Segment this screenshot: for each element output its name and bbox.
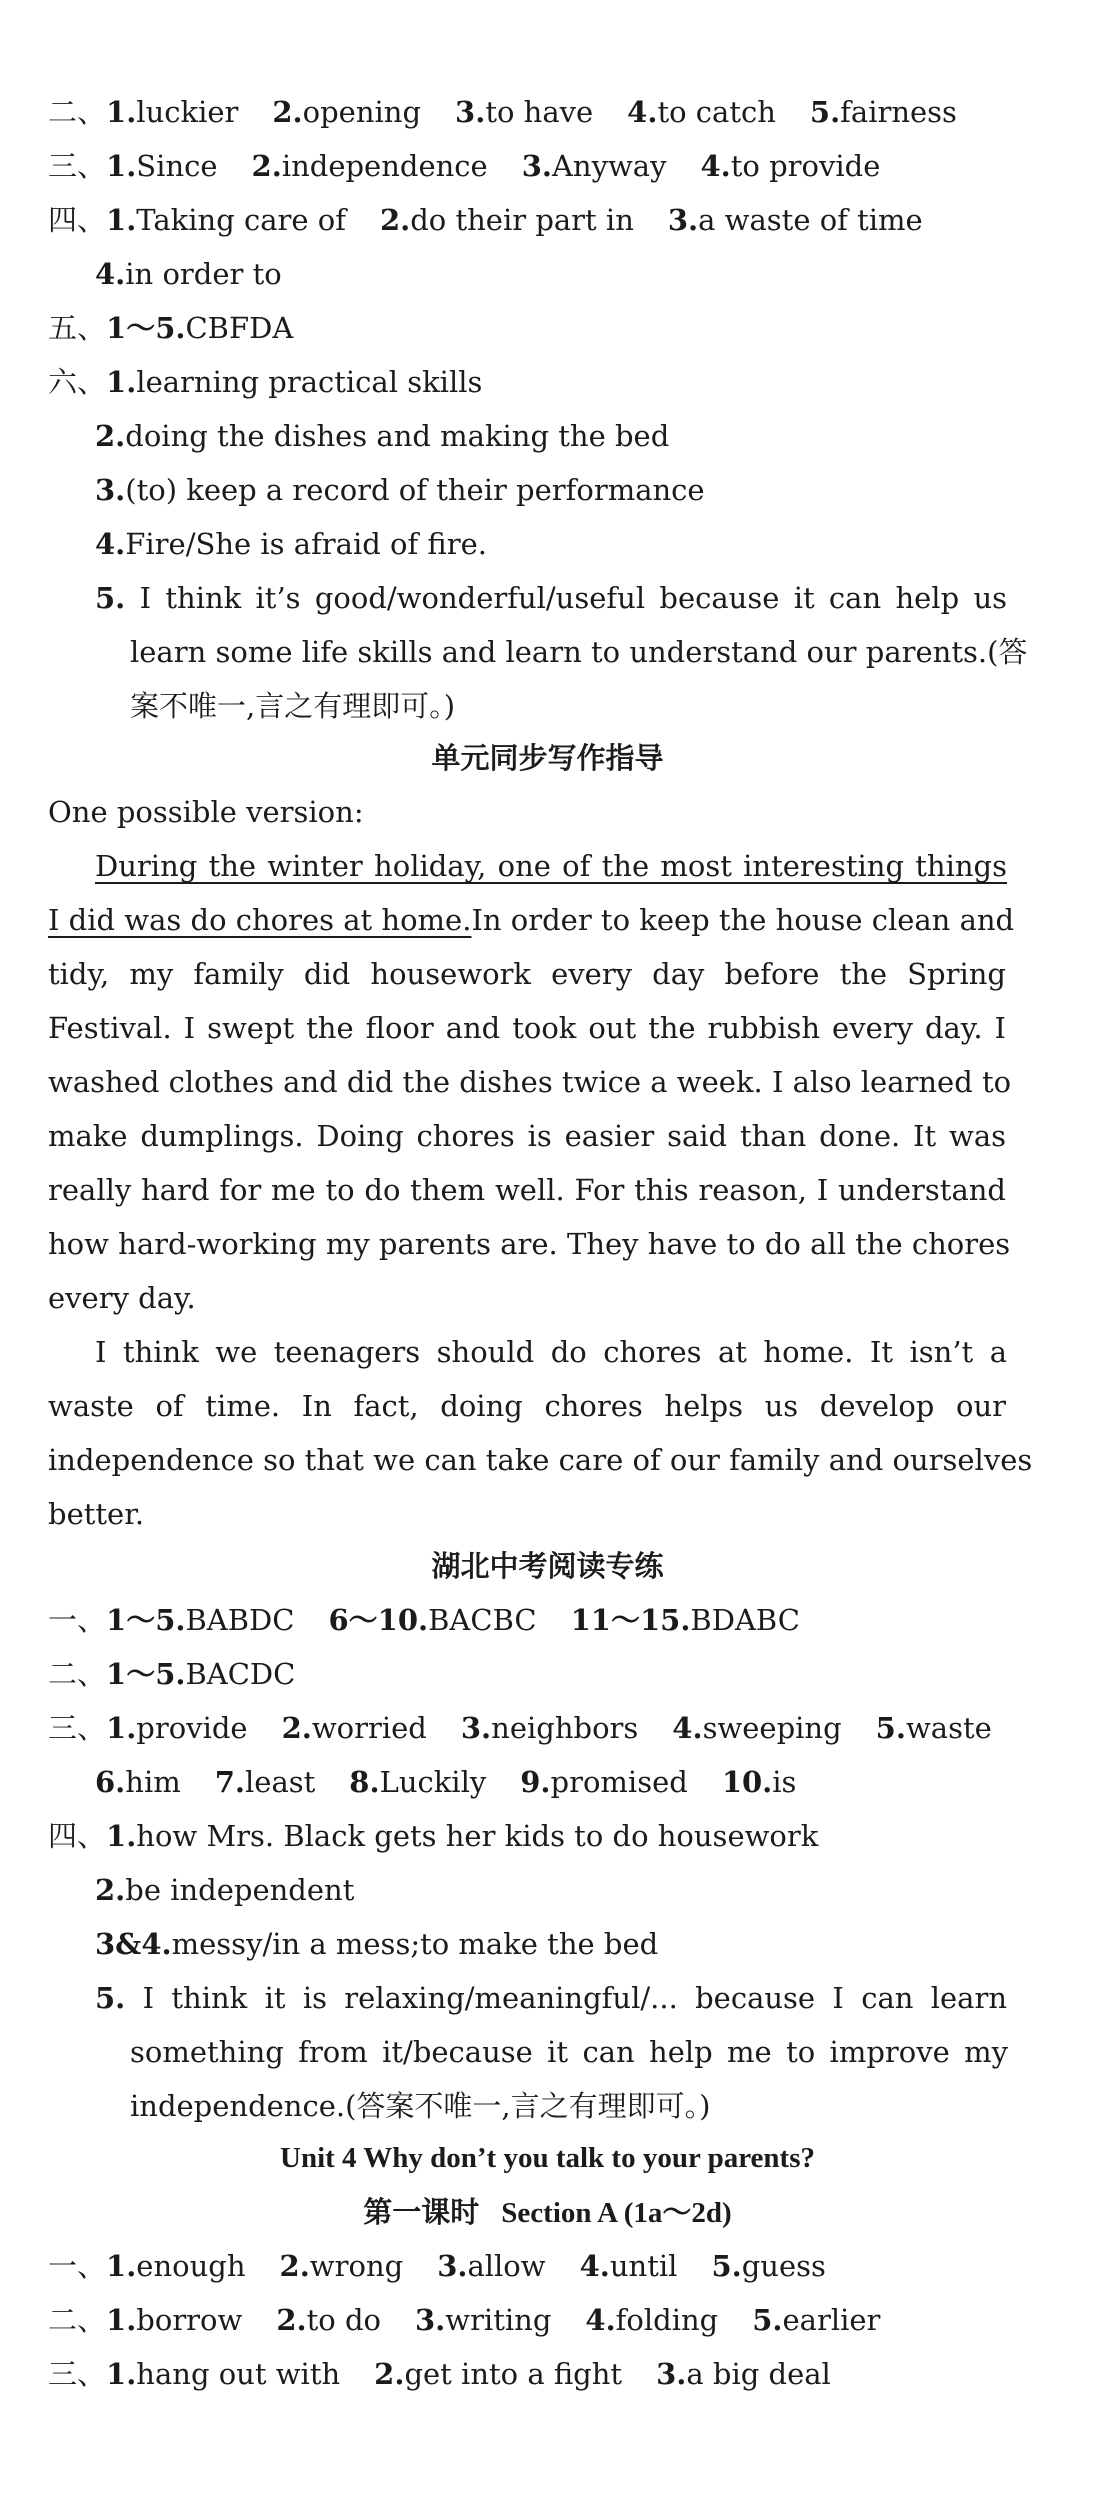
essay-line-6: make dumplings. Doing chores is easier said than done. It was xyxy=(48,1119,1006,1153)
hubei-row-4-item-5: 5. I think it is relaxing/meaningful/... because I can learn xyxy=(95,1981,1007,2015)
answer-row-6-item-4: 4.Fire/She is afraid of fire. xyxy=(95,527,488,561)
answer-item: 3.allow xyxy=(437,2249,546,2283)
answer-item: 8.Luckily xyxy=(349,1765,487,1799)
hubei-row-4-item-5-cont: something from it/because it can help me to improve my xyxy=(130,2035,1008,2069)
answer-item: 1.provide xyxy=(106,1711,248,1745)
answer-row-5: 五、1～5.CBFDA xyxy=(48,311,294,345)
answer-item: 7.least xyxy=(214,1765,316,1799)
answer-item: 5.earlier xyxy=(752,2303,881,2337)
hubei-row-4: 四、1.how Mrs. Black gets her kids to do housework xyxy=(48,1819,819,1853)
answer-item: 2.wrong xyxy=(279,2249,404,2283)
essay-p2-line-3: independence so that we can take care of our family and ourselves xyxy=(48,1443,1033,1477)
answer-row-6-item-2: 2.doing the dishes and making the bed xyxy=(95,419,670,453)
hubei-row-4-item-2: 2.be independent xyxy=(95,1873,355,1907)
hubei-row-2: 二、1～5.BACDC xyxy=(48,1657,296,1691)
answer-item: 3.Anyway xyxy=(521,149,667,183)
row-prefix: 六、 xyxy=(48,365,107,399)
answer-item: 9.promised xyxy=(520,1765,688,1799)
answer-item: 4.to provide xyxy=(700,149,881,183)
row-prefix: 二、 xyxy=(48,1657,107,1691)
row-prefix: 三、 xyxy=(48,149,107,183)
hubei-row-3-cont xyxy=(95,1762,1055,1802)
answer-item: 3.neighbors xyxy=(460,1711,639,1745)
answer-row-6-item-5-cont: learn some life skills and learn to understand our parents.(答 xyxy=(130,635,1028,669)
row-prefix: 五、 xyxy=(48,311,107,345)
answer-item: 1.borrow xyxy=(106,2303,243,2337)
essay-line-9: every day. xyxy=(48,1281,196,1315)
essay-line-4: Festival. I swept the floor and took out the rubbish every day. I xyxy=(48,1011,1006,1045)
hubei-row-4-item-3: 3&4.messy/in a mess;to make the bed xyxy=(95,1927,659,1961)
answer-item: 4.until xyxy=(579,2249,678,2283)
writing-intro: One possible version: xyxy=(48,795,364,829)
essay-line-2: I did was do chores at home.In order to keep the house clean and xyxy=(48,903,1015,937)
unit-title: Unit 4 Why don’t you talk to your parents? xyxy=(280,2142,815,2174)
row-prefix: 四、 xyxy=(48,1819,107,1853)
section-heading-writing: 单元同步写作指导 xyxy=(431,741,664,775)
answer-row-6-item-5: 5. I think it’s good/wonderful/useful because it can help us xyxy=(95,581,1007,615)
essay-p2-line-2: waste of time. In fact, doing chores helps us develop our xyxy=(48,1389,1006,1423)
row-prefix: 三、 xyxy=(48,1711,107,1745)
answer-row-4-cont: 4.in order to xyxy=(95,257,282,291)
answer-row-6-item-3: 3.(to) keep a record of their performance xyxy=(95,473,705,507)
answer-item: 5.fairness xyxy=(809,95,957,129)
answer-item: 3.to have xyxy=(455,95,594,129)
unit4-row-1 xyxy=(48,2246,1008,2286)
answer-row-6: 六、1.learning practical skills xyxy=(48,365,483,399)
answer-item: 2.get into a fight xyxy=(374,2357,623,2391)
answer-item: 4.folding xyxy=(585,2303,719,2337)
answer-item: 1.hang out with xyxy=(106,2357,341,2391)
answer-item: 11～15.BDABC xyxy=(570,1603,800,1637)
answer-item: 1.Taking care of xyxy=(106,203,346,237)
essay-line-3: tidy, my family did housework every day before the Spring xyxy=(48,957,1006,991)
answer-item: 4.to catch xyxy=(627,95,776,129)
answer-item: 4.sweeping xyxy=(672,1711,842,1745)
answer-item: 5.waste xyxy=(875,1711,992,1745)
answer-row-4 xyxy=(48,200,1008,240)
answer-item: 1.luckier xyxy=(106,95,239,129)
answer-item: 3.writing xyxy=(414,2303,552,2337)
row-prefix: 二、 xyxy=(48,95,107,129)
row-prefix: 四、 xyxy=(48,203,107,237)
essay-line-8: how hard-working my parents are. They have to do all the chores xyxy=(48,1227,1011,1261)
section-heading-hubei: 湖北中考阅读专练 xyxy=(431,1549,664,1583)
unit4-row-3 xyxy=(48,2354,1008,2394)
essay-p2-line-1: I think we teenagers should do chores at home. It isn’t a xyxy=(95,1335,1007,1369)
answer-item: 1.enough xyxy=(106,2249,246,2283)
answer-item: 2.worried xyxy=(281,1711,427,1745)
answer-item: 2.do their part in xyxy=(379,203,634,237)
answer-item: 5.guess xyxy=(711,2249,826,2283)
lesson-title: 第一课时 Section A (1a～2d) xyxy=(363,2195,732,2229)
row-prefix: 三、 xyxy=(48,2357,107,2391)
answer-row-6-item-5-cont2: 案不唯一,言之有理即可。) xyxy=(130,689,456,723)
answer-item: 2.opening xyxy=(272,95,422,129)
answer-item: 2.to do xyxy=(276,2303,381,2337)
answer-item: 2.independence xyxy=(251,149,488,183)
answer-row-2 xyxy=(48,92,1008,132)
hubei-row-3 xyxy=(48,1708,1008,1748)
essay-line-7: really hard for me to do them well. For this reason, I understand xyxy=(48,1173,1006,1207)
answer-item: 10.is xyxy=(721,1765,797,1799)
answer-row-3 xyxy=(48,146,1008,186)
answer-item: 1～5.BABDC xyxy=(106,1603,295,1637)
answer-item: 6.him xyxy=(95,1765,181,1799)
hubei-row-4-item-5-cont2: independence.(答案不唯一,言之有理即可。) xyxy=(130,2089,711,2123)
hubei-row-1 xyxy=(48,1600,1008,1640)
essay-line-1: During the winter holiday, one of the most interesting things xyxy=(95,849,1007,883)
row-prefix: 一、 xyxy=(48,1603,107,1637)
row-prefix: 一、 xyxy=(48,2249,107,2283)
essay-line-5: washed clothes and did the dishes twice a week. I also learned to xyxy=(48,1065,1012,1099)
essay-p2-line-4: better. xyxy=(48,1497,145,1531)
answer-item: 6～10.BACBC xyxy=(328,1603,537,1637)
unit4-row-2 xyxy=(48,2300,1008,2340)
answer-item: 3.a big deal xyxy=(656,2357,831,2391)
answer-item: 3.a waste of time xyxy=(667,203,923,237)
row-prefix: 二、 xyxy=(48,2303,107,2337)
answer-item: 1.Since xyxy=(106,149,218,183)
